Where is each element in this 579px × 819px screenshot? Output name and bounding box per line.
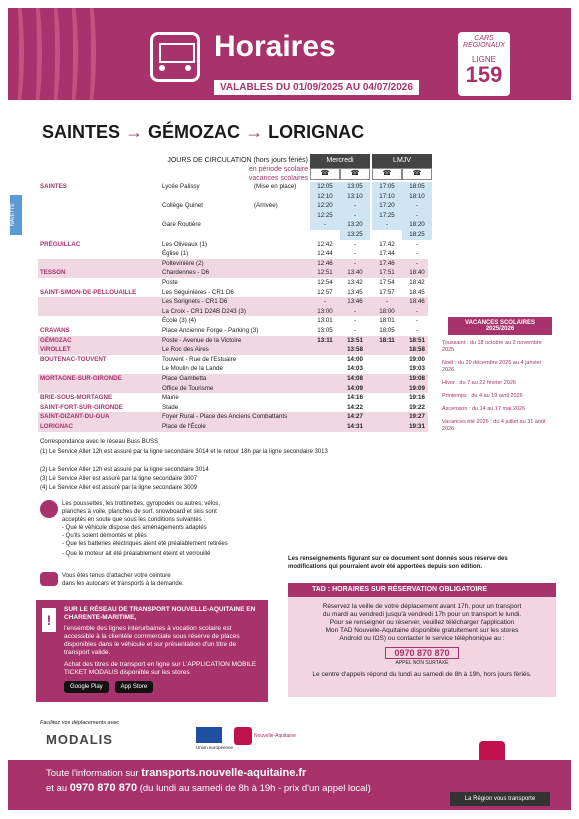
stop-name: Foyer Rural - Place des Anciens Combattants — [162, 413, 288, 421]
stop-name: Église (1) — [162, 250, 189, 258]
badge-ligne: LIGNE — [471, 55, 496, 64]
table-row — [38, 345, 428, 355]
vacances-item: Noël : du 20 décembre 2025 au 4 janvier 2026 — [442, 360, 542, 373]
time-cell: 19:00 — [409, 355, 425, 363]
stop-name: Les Sorignets - CR1 D6 — [162, 298, 228, 306]
region-tagline: La Région vous transporte — [450, 792, 550, 806]
bike-line: - Que les batteries électriques aient été préalablement retirées — [62, 541, 228, 547]
row-town: BOUTENAC-TOUVENT — [40, 355, 107, 363]
time-cell: 18:51 — [409, 336, 425, 344]
eu-flag-icon — [196, 727, 222, 743]
disclaimer-line: Les renseignements figurant sur ce document sont donnés sous réserve des — [288, 556, 508, 562]
time-cell: 14:22 — [347, 403, 363, 411]
time-cell: - — [340, 201, 370, 211]
row-town: MORTAGNE-SUR-GIRONDE — [40, 375, 122, 382]
time-cell: 13:10 — [340, 192, 370, 202]
table-row — [38, 412, 428, 422]
row-stop — [162, 384, 342, 394]
row-stop — [162, 374, 342, 384]
stop-name: Place Gambetta — [162, 375, 207, 382]
footer-phone-link[interactable]: 0970 870 870 — [69, 782, 138, 794]
table-row — [38, 230, 428, 240]
bike-line: - Qu'ils soient démontés et pliés — [62, 533, 147, 539]
time-cell: - — [353, 317, 357, 325]
vacances-title: VACANCES SCOLAIRES 2025/2026 — [448, 317, 552, 335]
vacances-item: Hiver : du 7 au 22 février 2026 — [442, 380, 516, 386]
stop-name: Mairie — [162, 394, 179, 402]
route-to: LORIGNAC — [268, 122, 365, 142]
stop-name: Stade — [162, 403, 179, 411]
row-town: VIROLLET — [40, 346, 71, 354]
vacances-item: Vacances été 2026 : du 4 juillet au 31 août 2026 — [442, 419, 546, 432]
validity-to: 04/07/2026 — [362, 82, 413, 93]
row-town: LORIGNAC — [40, 423, 73, 430]
decor-stripe — [24, 8, 42, 100]
table-row — [38, 364, 428, 374]
google-play-button[interactable]: Google Play — [64, 681, 109, 693]
vacances-item: Ascension : du 14 au 17 mai 2026 — [442, 406, 526, 412]
time-cell: 17:44 — [379, 250, 395, 258]
table-row — [38, 326, 428, 336]
time-cell: 12:25 — [310, 211, 340, 221]
row-stop — [162, 403, 342, 413]
stop-name: Place de l'École — [162, 423, 206, 430]
time-cell: 12:42 — [317, 240, 333, 248]
day-header-mercredi: Mercredi — [310, 154, 370, 168]
table-row — [38, 422, 428, 432]
modalis-caption: Facilitez vos déplacements avec — [40, 720, 120, 726]
table-row — [38, 384, 428, 394]
table-row — [38, 355, 428, 365]
time-cell: 13:20 — [340, 220, 370, 230]
time-cell: 13:05 — [317, 327, 333, 334]
schedule-school-label: en période scolaire — [248, 166, 308, 173]
table-row — [38, 316, 428, 326]
network-body: l'ensemble des lignes interurbaines à vocation scolaire est accessible à la clientèle commerciale sous réserve de places disponibles dans le véhicule et sur présentation d'un titre de transport valide. — [64, 625, 240, 656]
time-cell: 17:46 — [379, 259, 395, 267]
stop-name: Collège Quinet — [162, 202, 203, 210]
time-cell: 17:57 — [379, 288, 395, 296]
time-cell: 13:11 — [317, 336, 333, 344]
time-cell: 14:16 — [347, 394, 363, 402]
disclaimer — [288, 555, 558, 573]
bike-line: acceptés en soute que sous les conditions suivantes : — [62, 517, 206, 523]
time-cell: 17:54 — [379, 279, 395, 286]
table-row — [38, 268, 428, 278]
time-cell: 14:31 — [347, 423, 363, 430]
stop-name: Place Ancienne Forge - Parking (3) — [162, 327, 259, 334]
vacances-item: Toussaint : du 18 octobre au 2 novembre 2025 — [442, 340, 542, 353]
schedule-header — [158, 156, 308, 183]
time-cell: 19:09 — [409, 384, 425, 392]
table-row — [38, 192, 428, 202]
time-cell: 14:09 — [347, 384, 363, 392]
time-cell: - — [402, 201, 432, 211]
time-cell: - — [353, 259, 357, 267]
tad-phone-note: APPEL NON SURTAXÉ — [395, 660, 449, 666]
footer-site-link[interactable]: transports.nouvelle-aquitaine.fr — [141, 767, 307, 779]
validity-from: 01/09/2025 — [293, 82, 344, 93]
time-cell: 17:51 — [379, 269, 395, 277]
stop-name: Les Oliveaux (1) — [162, 240, 208, 248]
time-cell: 13:42 — [347, 279, 363, 286]
arrow-icon: → — [125, 122, 144, 142]
stop-name: La Croix - CR1 D24B D243 (3) — [162, 307, 246, 315]
time-cell: 18:25 — [402, 230, 432, 240]
time-cell: 13:25 — [340, 230, 370, 240]
row-town: SAINT-DIZANT-DU-GUA — [40, 413, 110, 421]
stop-name: Le Moulin de la Lande — [162, 365, 223, 373]
route-via: GÉMOZAC — [148, 122, 241, 142]
footer-suffix: (du lundi au samedi de 8h à 19h - prix d'un appel local) — [137, 783, 371, 794]
footnote: Correspondance avec le réseau Buss BUSS — [40, 439, 159, 445]
time-cell: 13:46 — [347, 298, 363, 306]
tad-body — [288, 597, 556, 697]
route-title — [42, 122, 364, 143]
time-cell: 17:25 — [372, 211, 402, 221]
table-row — [38, 393, 428, 403]
validity-dates — [214, 80, 419, 95]
table-row — [38, 288, 428, 298]
time-cell: 14:03 — [347, 365, 363, 373]
network-title: SUR LE RÉSEAU DE TRANSPORT NOUVELLE-AQUITAINE EN CHARENTE-MARITIME, — [64, 606, 256, 621]
stop-name: Lycée Palissy — [162, 183, 200, 190]
decor-stripe — [8, 8, 24, 100]
time-cell: 14:27 — [347, 413, 363, 421]
bike-line: - Que le moteur ait été préalablement éteint et verrouillé — [62, 551, 211, 557]
stop-name: Poste — [162, 279, 178, 286]
phone-icon: ☎ — [340, 168, 370, 180]
time-cell: 19:16 — [409, 394, 425, 402]
phone-icon: ☎ — [402, 168, 432, 180]
schedule-days-label: JOURS DE CIRCULATION (hors jours fériés) — [167, 157, 308, 164]
time-cell: - — [323, 298, 327, 306]
time-cell: 18:46 — [409, 298, 425, 306]
dept-logo-icon — [234, 727, 252, 745]
seatbelt-line: dans les autocars et transports à la demande. — [62, 581, 184, 587]
table-row — [38, 249, 428, 259]
time-cell: - — [353, 327, 357, 334]
time-cell: - — [402, 211, 432, 221]
footnote: (3) Le Service Aller est assuré par la ligne secondaire 3007 — [40, 476, 198, 482]
tad-line: Android ou IOS) ou contacter le service téléphonique au : — [339, 635, 505, 642]
time-cell: - — [415, 307, 419, 315]
time-cell: 18:10 — [402, 192, 432, 202]
time-cell: - — [353, 307, 357, 315]
navette-label: NAVETTE — [10, 195, 22, 235]
time-cell: 17:42 — [379, 240, 395, 248]
bus-icon — [150, 32, 200, 82]
footnote: (2) Le Service Aller 12h est assuré par la ligne secondaire 3014 — [40, 467, 209, 473]
time-cell: 19:03 — [409, 365, 425, 373]
time-cell: 13:01 — [317, 317, 333, 325]
table-row — [38, 182, 428, 192]
stop-name: Office de Tourisme — [162, 384, 214, 392]
row-town: PRÉGUILLAC — [40, 240, 81, 248]
time-cell: 17:20 — [372, 201, 402, 211]
time-cell: 12:51 — [317, 269, 333, 277]
time-cell: 13:05 — [340, 182, 370, 192]
tad-line: du mardi au vendredi jusqu'à vendredi 17h pour un transport le lundi. — [322, 611, 522, 618]
footnotes — [40, 438, 328, 498]
network-buy: Achat des titres de transport en ligne sur L'APPLICATION MOBILE TICKET MODALIS disponible sur les stores — [64, 661, 257, 676]
row-stop — [162, 364, 342, 374]
time-cell: - — [415, 317, 419, 325]
stop-name: École (3) (4) — [162, 317, 197, 325]
time-cell: 18:40 — [409, 269, 425, 277]
decor-stripe — [42, 8, 60, 100]
row-stop — [162, 345, 342, 355]
time-cell: - — [415, 250, 419, 258]
stop-name: Chardennes - D6 — [162, 269, 210, 277]
footer-prefix: Toute l'information sur — [46, 768, 142, 779]
eu-label: Union européenne — [196, 745, 234, 750]
time-cell: - — [385, 298, 389, 306]
time-cell: - — [415, 240, 419, 248]
footnote: (4) Le Service Aller est assuré par la ligne secondaire 3009 — [40, 485, 198, 491]
table-row — [38, 336, 428, 346]
time-cell: 18:05 — [379, 327, 395, 334]
time-cell: 13:45 — [347, 288, 363, 296]
route-from: SAINTES — [42, 122, 121, 142]
arrow-icon: → — [245, 122, 264, 142]
seatbelt-line: Vous êtes tenus d'attacher votre ceinture — [62, 573, 171, 579]
line-number: 159 — [465, 62, 503, 87]
bike-icon — [40, 500, 58, 518]
tad-closing: Le centre d'appels répond du lundi au samedi de 8h à 19h, hors jours fériés. — [312, 671, 532, 678]
seatbelt-icon — [40, 572, 58, 586]
time-cell: 13:51 — [347, 336, 363, 344]
time-cell: 12:57 — [317, 288, 333, 296]
footer-text — [46, 766, 371, 796]
dept-label: Nouvelle-Aquitaine — [254, 733, 296, 739]
row-town: CRAVANS — [40, 327, 70, 334]
row-town: SAINT-SIMON-DE-PELLOUAILLE — [40, 288, 137, 296]
table-row — [38, 278, 428, 288]
time-cell: 18:42 — [409, 279, 425, 286]
time-cell: - — [372, 220, 402, 230]
time-cell: 12:54 — [317, 279, 333, 286]
time-cell: 14:08 — [347, 375, 363, 382]
badge-caption: CARS RÉGIONAUX — [462, 35, 505, 49]
footnote: (1) Le Service Aller 12h est assuré par la ligne secondaire 3014 et le retour 18h par la ligne secondaire 3013 — [40, 449, 328, 455]
time-cell: - — [353, 240, 357, 248]
validity-prefix: VALABLES DU — [220, 82, 294, 93]
vacances-item: Printemps : du 4 au 19 avril 2026 — [442, 393, 523, 399]
time-cell: - — [415, 327, 419, 334]
warning-icon: ! — [42, 608, 56, 632]
stop-name: Les Séguinières - CR1 D6 — [162, 288, 234, 296]
time-cell: 12:20 — [310, 201, 340, 211]
app-store-button[interactable]: App Store — [115, 681, 154, 693]
tad-line: Pour se renseigner ou réserver, veuillez télécharger l'application — [329, 619, 515, 626]
time-cell: 13:58 — [347, 346, 363, 354]
line-badge — [458, 32, 510, 96]
decor-stripe — [78, 8, 96, 100]
stop-name: Poste - Avenue de la Victoire — [162, 336, 242, 344]
time-cell: 18:01 — [379, 317, 395, 325]
validity-mid: AU — [343, 82, 363, 93]
time-cell: 13:40 — [347, 269, 363, 277]
tad-title: TAD : HORAIRES SUR RÉSERVATION OBLIGATOIRE — [288, 583, 556, 597]
row-town: SAINTES — [40, 183, 67, 190]
stop-name: Poltevinière (2) — [162, 259, 204, 267]
time-cell: 19:27 — [409, 413, 425, 421]
time-cell: 12:44 — [317, 250, 333, 258]
bike-line: Les poussettes, les trottinettes, gyropodes ou autres, vélos, — [62, 501, 221, 507]
time-cell: 12:05 — [310, 182, 340, 192]
tad-line: Mon TAD Nouvelle-Aquitaine disponible gratuitement sur les stores — [325, 627, 519, 634]
stop-sub: (Mise en place) — [254, 183, 297, 190]
time-cell: - — [340, 211, 370, 221]
table-row — [38, 211, 428, 221]
table-row — [38, 259, 428, 269]
time-cell: 13:00 — [317, 307, 333, 315]
disclaimer-line: modifications qui pourraient avoir été apportées depuis son édition. — [288, 564, 483, 570]
row-stop — [162, 355, 342, 365]
time-cell: 18:45 — [409, 288, 425, 296]
time-cell: - — [415, 259, 419, 267]
time-cell: 18:58 — [409, 346, 425, 354]
day-header-lmjv: LMJV — [372, 154, 432, 168]
table-row — [38, 307, 428, 317]
time-cell: 14:00 — [347, 355, 363, 363]
seatbelt-notice — [62, 572, 282, 590]
modalis-logo: MODALIS — [46, 732, 113, 747]
table-row — [38, 220, 428, 230]
schedule-vacation-label: vacances scolaires — [248, 175, 308, 182]
row-town: BRIE-SOUS-MORTAGNE — [40, 394, 113, 402]
stop-name: Gare Routière — [162, 221, 201, 229]
row-stop — [162, 393, 342, 403]
bike-line: - Que le véhicule dispose des aménagements adaptés — [62, 525, 207, 531]
table-row — [38, 201, 428, 211]
row-stop — [162, 412, 342, 422]
time-cell: 18:00 — [379, 307, 395, 315]
network-box — [36, 600, 268, 702]
bike-line: planches à voile, planches de surf, snowboard et skis sont — [62, 509, 217, 515]
time-cell: 17:10 — [372, 192, 402, 202]
table-row — [38, 240, 428, 250]
time-cell: 19:08 — [409, 375, 425, 382]
table-row — [38, 374, 428, 384]
time-cell: 18:11 — [379, 336, 395, 344]
time-cell: 17:05 — [372, 182, 402, 192]
phone-icon: ☎ — [310, 168, 340, 180]
row-town: SAINT-FORT-SUR-GIRONDE — [40, 403, 123, 411]
row-stop — [162, 422, 342, 432]
time-cell: - — [310, 220, 340, 230]
time-cell: 18:05 — [402, 182, 432, 192]
table-row — [38, 403, 428, 413]
row-town: TESSON — [40, 269, 66, 277]
bike-conditions — [62, 500, 282, 566]
stop-sub: (Arrivée) — [254, 202, 278, 210]
tad-line: Réservez la veille de votre déplacement avant 17h, pour un transport — [322, 603, 522, 610]
phone-icon: ☎ — [372, 168, 402, 180]
footer-banner — [8, 760, 571, 810]
time-cell: 12:10 — [310, 192, 340, 202]
tad-phone-link[interactable]: 0970 870 870 — [385, 647, 458, 659]
time-cell: 19:31 — [409, 423, 425, 430]
time-cell: - — [353, 250, 357, 258]
page-title: Horaires — [214, 30, 336, 63]
row-town: GÉMOZAC — [40, 336, 72, 344]
table-row — [38, 297, 428, 307]
time-cell: 19:22 — [409, 403, 425, 411]
time-cell: 18:20 — [402, 220, 432, 230]
stop-name: Le Roc des Aires — [162, 346, 209, 354]
footer-prefix: et au — [46, 783, 70, 794]
time-cell: 12:46 — [317, 259, 333, 267]
decor-stripe — [60, 8, 78, 100]
stop-name: Touvent - Rue de l'Estuaire — [162, 355, 237, 363]
